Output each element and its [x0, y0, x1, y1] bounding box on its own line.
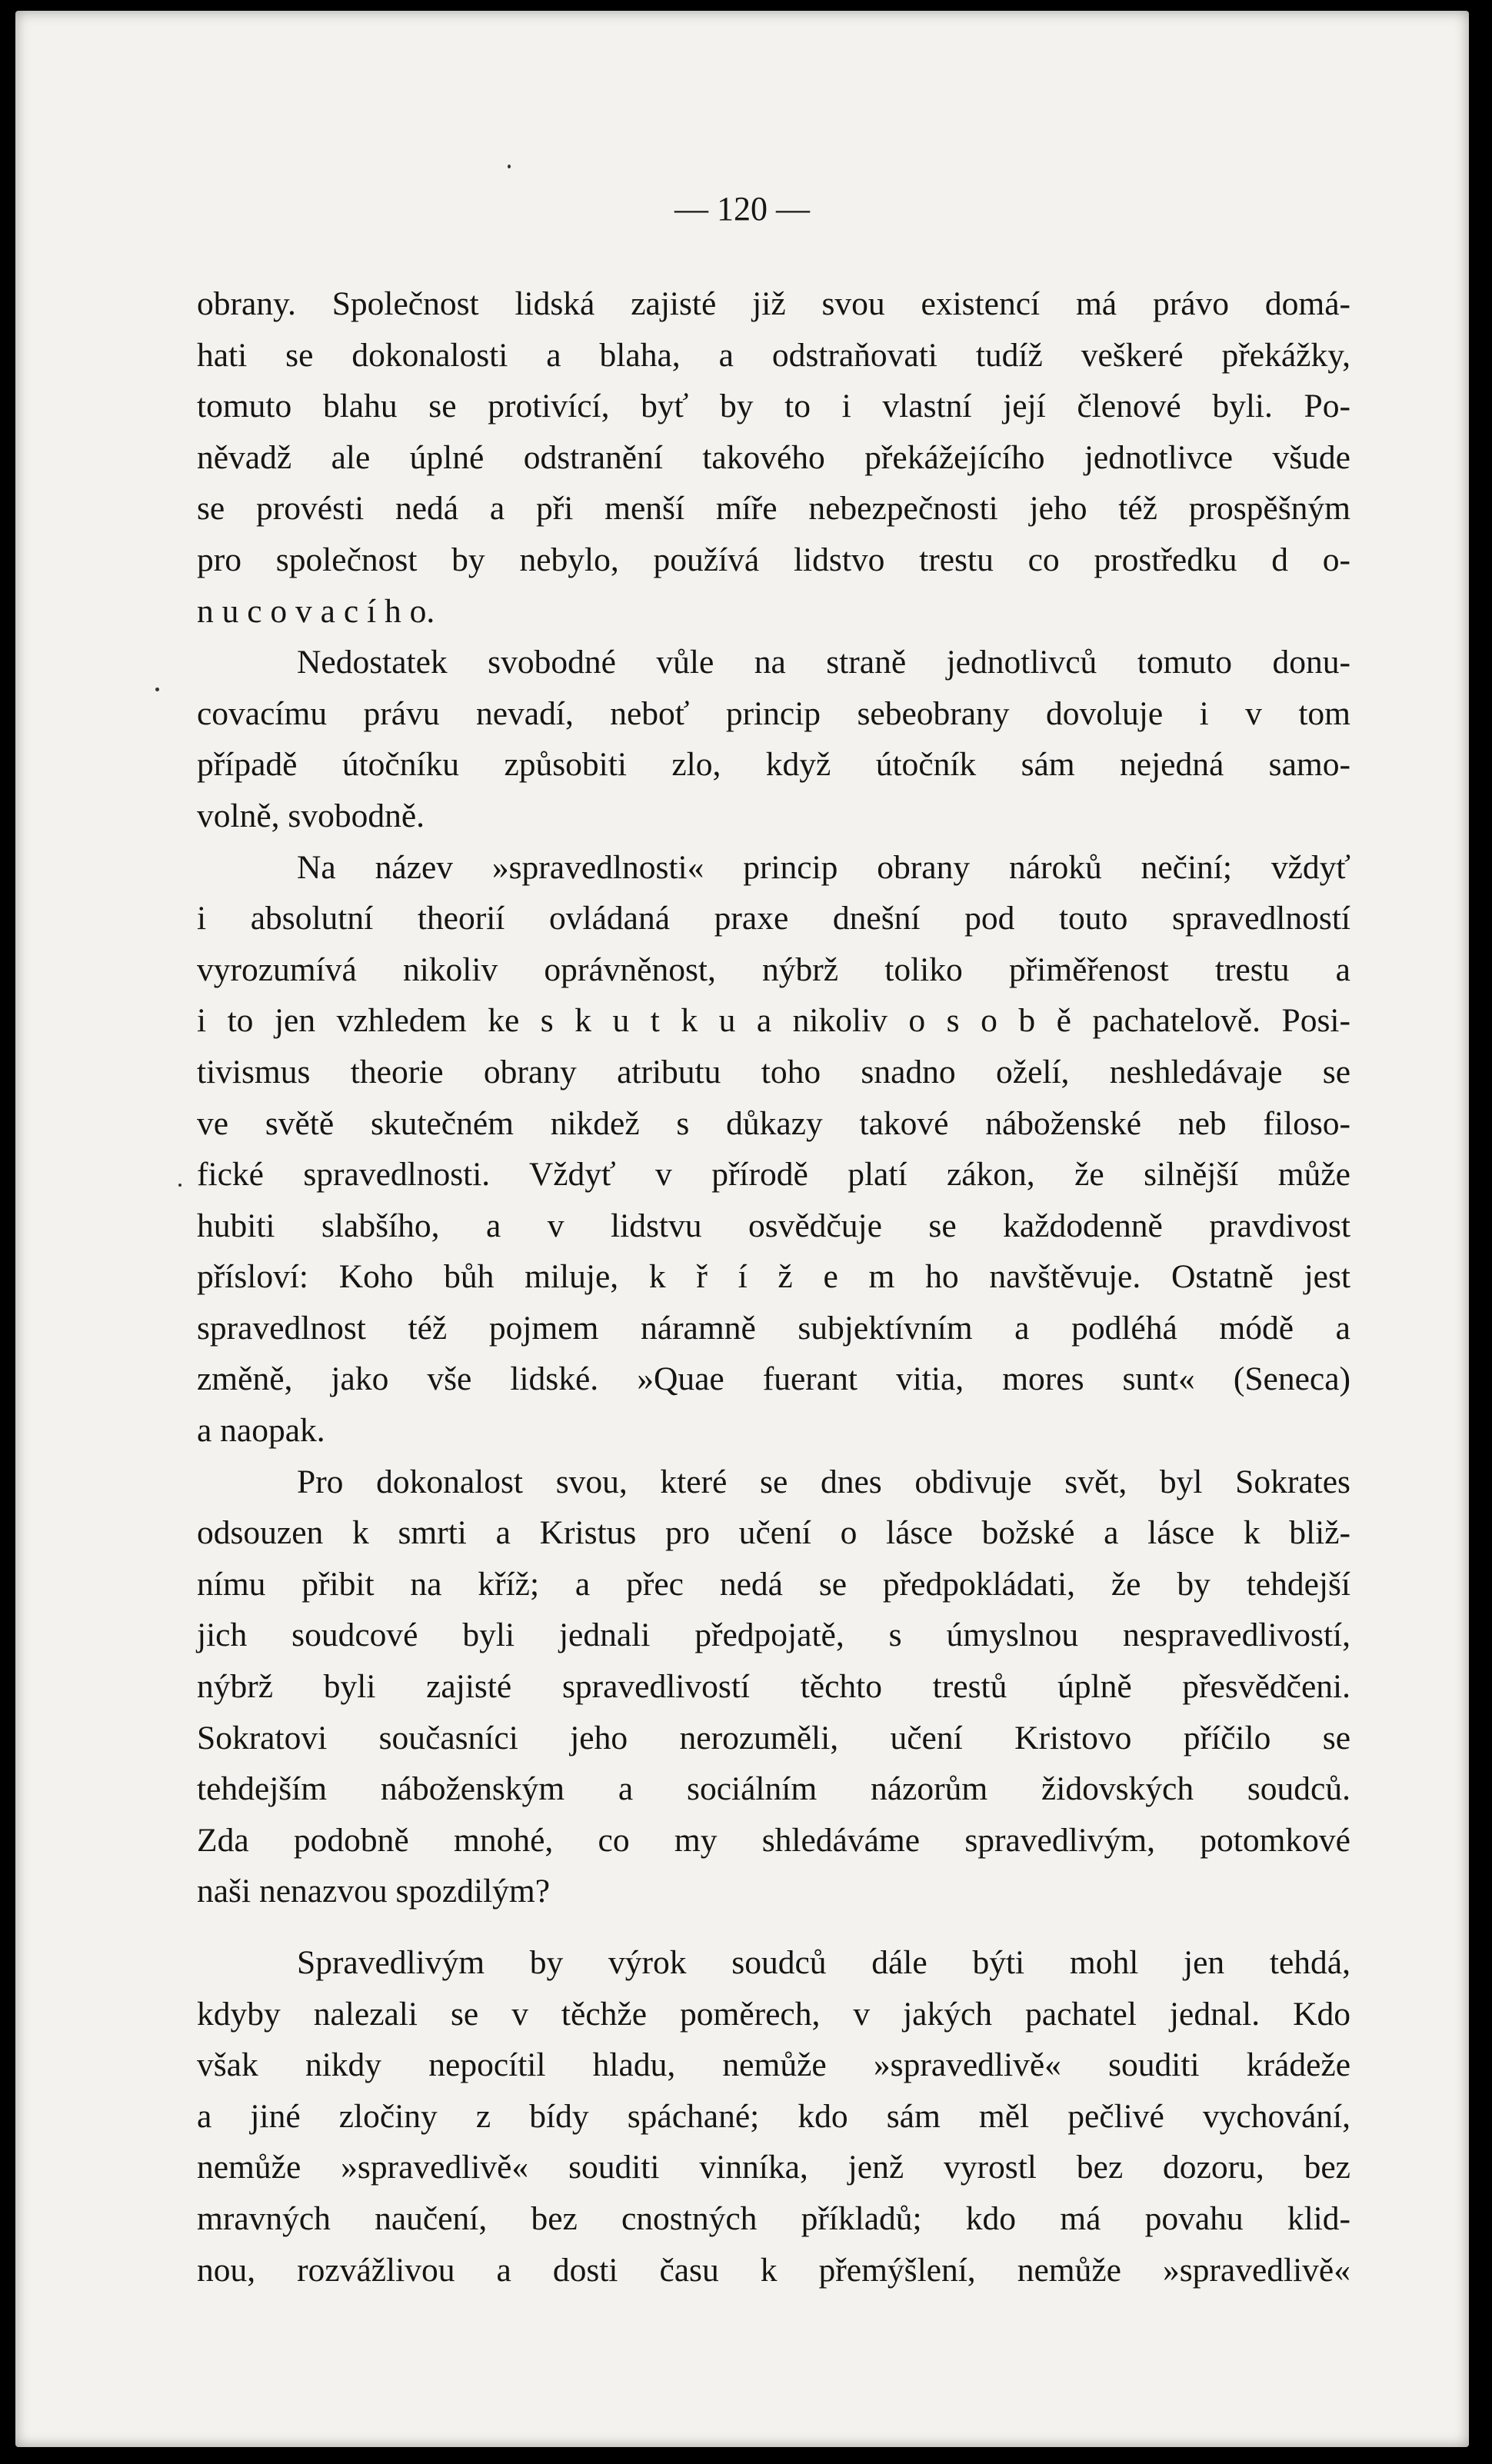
- ink-speck: [155, 688, 159, 691]
- ink-speck: [178, 1184, 182, 1187]
- text-line: případě útočníku způsobiti zlo, když útočník sám nejedná samo-: [197, 746, 1350, 784]
- text-line: něvadž ale úplné odstranění takového překážejícího jednotlivce všude: [197, 438, 1350, 476]
- text-line: Spravedlivým by výrok soudců dále býti mohl jen tehdá,: [297, 1944, 1350, 1981]
- text-line: tomuto blahu se protivící, byť by to i vlastní její členové byli. Po-: [197, 388, 1350, 425]
- text-line: pro společnost by nebylo, používá lidstvo trestu co prostředku d o-: [197, 541, 1350, 578]
- paragraph-5: [197, 1937, 1350, 2296]
- text-line: však nikdy nepocítil hladu, nemůže »spravedlivě« souditi krádeže: [197, 2046, 1350, 2084]
- text-line: hati se dokonalosti a blaha, a odstraňovati tudíž veškeré překážky,: [197, 336, 1350, 374]
- text-line: n u c o v a c í h o.: [197, 592, 435, 630]
- text-line: nou, rozvážlivou a dosti času k přemýšlení, nemůže »spravedlivě«: [197, 2251, 1350, 2289]
- paragraph-2: [197, 637, 1350, 841]
- text-line: přísloví: Koho bůh miluje, k ř í ž e m ho navštěvuje. Ostatně jest: [197, 1258, 1350, 1296]
- paragraph-1: [197, 278, 1350, 637]
- text-line: vyrozumívá nikoliv oprávněnost, nýbrž toliko přiměřenost trestu a: [197, 951, 1350, 988]
- text-line: Pro dokonalost svou, které se dnes obdivuje svět, byl Sokrates: [297, 1463, 1350, 1500]
- text-line: volně, svobodně.: [197, 797, 425, 834]
- text-line: hubiti slabšího, a v lidstvu osvědčuje se každodenně pravdivost: [197, 1207, 1350, 1244]
- text-line: jich soudcové byli jednali předpojatě, s úmyslnou nespravedlivostí,: [197, 1617, 1350, 1654]
- body-text: [197, 278, 1350, 2296]
- text-line: tivismus theorie obrany atributu toho snadno oželí, neshledávaje se: [197, 1053, 1350, 1090]
- text-line: a naopak.: [197, 1412, 325, 1450]
- text-line: ve světě skutečném nikdež s důkazy takové náboženské neb filoso-: [197, 1104, 1350, 1142]
- text-line: obrany. Společnost lidská zajisté již svou existencí má právo domá-: [197, 285, 1350, 322]
- text-line: odsouzen k smrti a Kristus pro učení o lásce božské a lásce k bliž-: [197, 1514, 1350, 1552]
- ink-speck: [508, 165, 511, 168]
- book-page: [15, 11, 1469, 2447]
- text-line: i to jen vzhledem ke s k u t k u a nikoliv o s o b ě pachatelově. Posi-: [197, 1002, 1350, 1040]
- paragraph-3: [197, 842, 1350, 1457]
- text-line: Sokratovi současníci jeho nerozuměli, učení Kristovo příčilo se: [197, 1719, 1350, 1756]
- text-line: a jiné zločiny z bídy spáchané; kdo sám měl pečlivé vychování,: [197, 2097, 1350, 2135]
- text-line: naši nenazvou spozdilým?: [197, 1873, 551, 1910]
- page-number-header: — 120 —: [674, 190, 810, 228]
- text-line: fické spravedlnosti. Vždyť v přírodě platí zákon, že silnější může: [197, 1156, 1350, 1194]
- text-line: nemůže »spravedlivě« souditi vinníka, jenž vyrostl bez dozoru, bez: [197, 2149, 1350, 2186]
- text-line: i absolutní theorií ovládaná praxe dnešní pod touto spravedlností: [197, 900, 1350, 937]
- text-line: nímu přibit na kříž; a přec nedá se předpokládati, že by tehdejší: [197, 1565, 1350, 1603]
- text-line: nýbrž byli zajisté spravedlivostí těchto trestů úplně přesvědčeni.: [197, 1668, 1350, 1706]
- text-line: se provésti nedá a při menší míře nebezpečnosti jeho též prospěšným: [197, 490, 1350, 528]
- text-line: spravedlnost též pojmem náramně subjektívním a podléhá módě a: [197, 1309, 1350, 1347]
- text-line: Nedostatek svobodné vůle na straně jednotlivců tomuto donu-: [297, 644, 1350, 681]
- text-line: změně, jako vše lidské. »Quae fuerant vitia, mores sunt« (Seneca): [197, 1360, 1350, 1398]
- text-line: covacímu právu nevadí, neboť princip sebeobrany dovoluje i v tom: [197, 694, 1350, 732]
- paragraph-4: [197, 1457, 1350, 1917]
- text-line: mravných naučení, bez cnostných příkladů; kdo má povahu klid-: [197, 2199, 1350, 2237]
- text-line: Na název »spravedlnosti« princip obrany nároků nečiní; vždyť: [297, 848, 1350, 886]
- text-line: kdyby nalezali se v těchže poměrech, v jakých pachatel jednal. Kdo: [197, 1995, 1350, 2033]
- text-line: tehdejším náboženským a sociálním názorům židovských soudců.: [197, 1770, 1350, 1808]
- paragraph-gap: [197, 1917, 1350, 1937]
- text-line: Zda podobně mnohé, co my shledáváme spravedlivým, potomkové: [197, 1821, 1350, 1859]
